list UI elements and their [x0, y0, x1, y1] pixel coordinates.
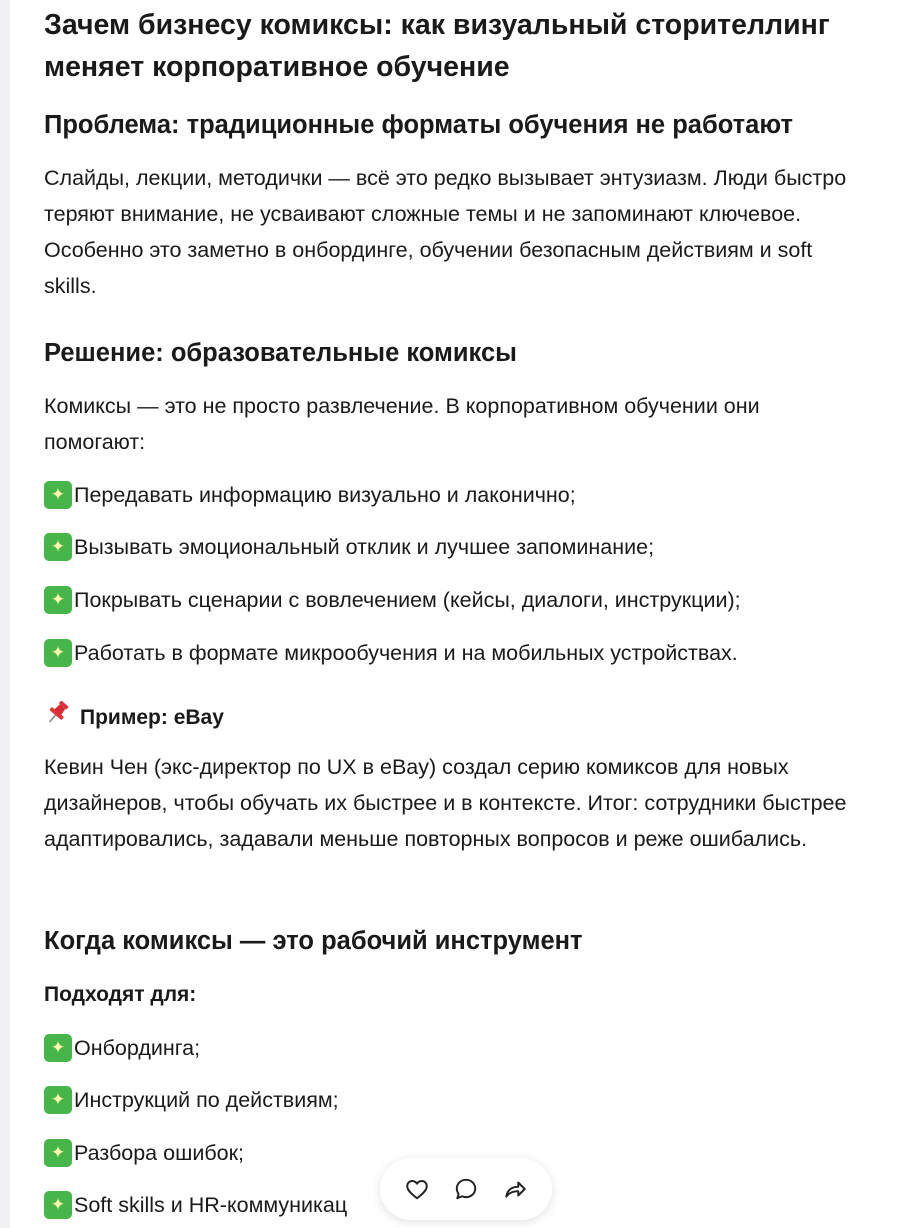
list-item-text: Разбора ошибок;: [74, 1141, 244, 1165]
section-paragraph-solution: Комиксы — это не просто развлечение. В корпоративном обучении они помогают:: [44, 394, 760, 454]
like-button[interactable]: [400, 1172, 434, 1206]
sparkles-icon: ✦: [44, 1139, 72, 1167]
list-item: [44, 1188, 347, 1222]
example-paragraph: Кевин Чен (экс-директор по UX в eBay) создал серию комиксов для новых дизайнеров, чтобы обучать их быстрее и в контексте. Итог: сотрудники быстрее адаптировались, задавали меньше повторных вопросов и реже ошибались.: [44, 755, 847, 851]
list-item-text: Работать в формате микрообучения и на мобильных устройствах.: [74, 641, 738, 665]
list-item: [44, 478, 576, 512]
list-item: [44, 1083, 339, 1117]
example-label: Пример: eBay: [80, 705, 224, 729]
list-item: [44, 1031, 200, 1065]
share-arrow-icon: [502, 1176, 528, 1202]
list-item-text: Soft skills и HR-коммуникац: [74, 1193, 348, 1217]
example-heading: [44, 698, 224, 737]
list-item: [44, 636, 738, 670]
list-item-text: Инструкций по действиям;: [74, 1088, 339, 1112]
pushpin-icon: [44, 698, 74, 737]
sparkles-icon: ✦: [44, 1034, 72, 1062]
list-item-text: Покрывать сценарии с вовлечением (кейсы, диалоги, инструкции);: [74, 588, 741, 612]
section-heading-problem: Проблема: традиционные форматы обучения не работают: [44, 111, 793, 139]
reaction-bar: [380, 1158, 552, 1220]
sparkles-icon: ✦: [44, 639, 72, 667]
comment-icon: [453, 1176, 479, 1202]
list-item-text: Онбординга;: [74, 1036, 201, 1060]
section-heading-solution: Решение: образовательные комиксы: [44, 339, 517, 367]
list-item: [44, 1136, 244, 1170]
sparkles-icon: ✦: [44, 481, 72, 509]
sparkles-icon: ✦: [44, 586, 72, 614]
article-page: [10, 0, 900, 1228]
sparkles-icon: ✦: [44, 533, 72, 561]
sparkles-icon: ✦: [44, 1086, 72, 1114]
list-item-text: Вызывать эмоциональный отклик и лучшее запоминание;: [74, 535, 655, 559]
list-item-text: Передавать информацию визуально и лаконично;: [74, 483, 576, 507]
section-paragraph-problem: Слайды, лекции, методички — всё это редко вызывает энтузиазм. Люди быстро теряют внимание, не усваивают сложные темы и не запоминают ключевое. Особенно это заметно в онбординге, обучении безопасным действиям и soft skills.: [44, 166, 847, 298]
sparkles-icon: ✦: [44, 1191, 72, 1219]
comment-button[interactable]: [449, 1172, 483, 1206]
list-item: [44, 583, 741, 617]
heart-icon: [404, 1176, 430, 1202]
article-title: Зачем бизнесу комиксы: как визуальный сторителлинг меняет корпоративное обучение: [44, 9, 830, 83]
suitable-for-label: Подходят для:: [44, 983, 197, 1006]
section-heading-tool: Когда комиксы — это рабочий инструмент: [44, 927, 583, 955]
share-button[interactable]: [498, 1172, 532, 1206]
list-item: [44, 530, 654, 564]
